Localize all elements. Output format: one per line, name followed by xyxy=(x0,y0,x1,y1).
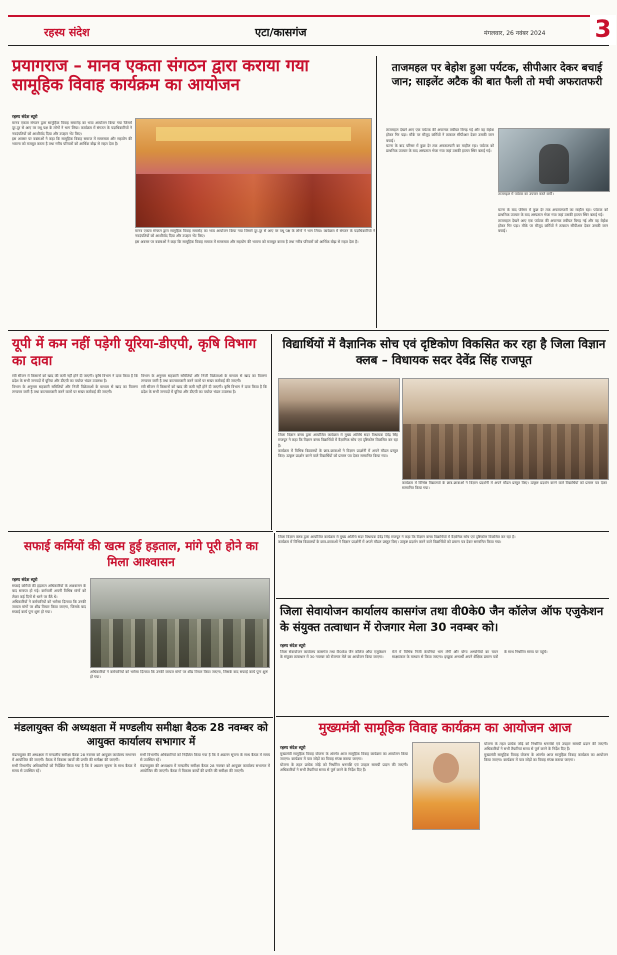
paragraph: सफाई कर्मियों की हड़ताल अधिकारियों के आश्वासन के बाद समाप्त हो गई। कर्मचारी अपनी विभिन्न मांगों को लेकर कई दिनों से धरने पर बैठे थे। xyxy=(12,584,86,599)
body-urea xyxy=(12,374,138,528)
headline-divisional-review: मंडलायुक्त की अध्यक्षता में मण्डलीय समीक्षा बैठक 28 नवम्बर को आयुक्त कार्यालय सभागार में xyxy=(14,722,268,748)
headline-mass-wedding: प्रयागराज – मानव एकता संगठन द्वारा कराया गया सामूहिक विवाह कार्यक्रम का आयोजन xyxy=(12,56,309,94)
headline-sanitation: सफाई कर्मियों की खत्म हुई हड़ताल, मांगे पूरी होने का मिला आश्वासन xyxy=(23,539,259,569)
column-rule xyxy=(271,334,272,530)
column-rule xyxy=(376,56,377,328)
headline-tourist: ताजमहल पर बेहोश हुआ पर्यटक, सीपीआर देकर बचाई जान; साइलेंट अटैक की बात फैली तो मची अफरातफरी xyxy=(391,62,603,88)
headline-cm-wedding: मुख्यमंत्री सामूहिक विवाह कार्यक्रम का आयोजन आज xyxy=(318,721,572,736)
byline-cm-wedding: रहस्य संदेश ब्यूरो xyxy=(280,745,306,750)
body-mass-wedding-cont xyxy=(135,229,375,327)
photo-chief-minister xyxy=(412,742,480,830)
horizontal-rule xyxy=(276,598,609,599)
paragraph: मानव एकता संगठन द्वारा सामूहिक विवाह समारोह का भव्य आयोजन किया गया जिसमें दूर-दूर से आए वर वधू पक्ष के लोगों ने भाग लिया। कार्यक्रम में संगठन के पदाधिकारियों ने नवदंपतियों को आशीर्वाद दिया और उपहार भेंट किए। xyxy=(12,121,132,136)
body-urea-cont xyxy=(141,374,267,528)
person-shape xyxy=(539,144,569,184)
body-tourist xyxy=(386,128,494,326)
paragraph: घटना के बाद परिसर में कुछ देर तक अफरातफरी का माहौल रहा। पर्यटक को प्राथमिक उपचार के बाद अस्पताल भेजा गया जहां उसकी हालत स्थिर बताई गई। xyxy=(498,208,608,218)
paragraph: ताजमहल देखने आए एक पर्यटक की अचानक तबीयत बिगड़ गई और वह बेहोश होकर गिर पड़ा। मौके पर मौजूद कर्मियों ने तत्काल सीपीआर देकर उसकी जान बचाई। xyxy=(498,218,608,234)
page-number: 3 xyxy=(590,15,616,45)
byline-sanitation: रहस्य संदेश ब्यूरो xyxy=(12,577,38,582)
paragraph: रबी सीजन में किसानों को खाद की कमी नहीं होने दी जाएगी। कृषि विभाग ने दावा किया है कि प्रदेश के सभी जनपदों में यूरिया और डीएपी का पर्याप्त भंडार उपलब्ध है। xyxy=(141,384,267,394)
paragraph: अधिकारियों ने कर्मचारियों को भरोसा दिलाया कि उनकी जायज मांगों पर शीघ्र विचार किया जाएगा, जिसके बाद सफाई कार्य पुनः शुरू हो गया। xyxy=(90,670,268,680)
caption-tourist: ताजमहल में पर्यटक का उपचार करते कर्मी। xyxy=(498,192,554,196)
headline-science-club: विद्यार्थियों में वैज्ञानिक सोच एवं दृष्टिकोण विकसित कर रहा है जिला विज्ञान क्लब – विधायक सदर देवेंद्र सिंह राजपूत xyxy=(282,337,606,367)
paragraph: जिला विज्ञान क्लब द्वारा आयोजित कार्यक्रम में मुख्य अतिथि सदर विधायक देवेंद्र सिंह राजपूत ने कहा कि विज्ञान क्लब विद्यार्थियों में वैज्ञानिक सोच एवं दृष्टिकोण विकसित कर रहा है। xyxy=(278,433,398,448)
body-science-club-bottom xyxy=(278,535,608,595)
body-tourist-cont xyxy=(498,208,608,326)
audience-rows xyxy=(403,424,608,479)
paper-name: रहस्य संदेश xyxy=(44,26,90,39)
body-job-fair xyxy=(280,650,610,714)
photo-sanitation xyxy=(90,578,270,668)
horizontal-rule xyxy=(276,716,609,717)
body-mass-wedding xyxy=(12,121,132,327)
paragraph: इस अवसर पर वक्ताओं ने कहा कि सामूहिक विवाह समाज में समरसता और सहयोग की भावना को मजबूत करता है तथा गरीब परिवारों को आर्थिक बोझ से राहत देता है। xyxy=(135,239,359,244)
masthead-bottom-rule xyxy=(8,45,609,46)
horizontal-rule xyxy=(8,531,273,532)
paragraph: मंडलायुक्त की अध्यक्षता में मण्डलीय समीक्षा बैठक 28 नवम्बर को आयुक्त कार्यालय सभागार में आयोजित की जाएगी। बैठक में विकास कार्यों की प्रगति की समीक्षा की जाएगी। xyxy=(140,763,270,773)
paragraph: योजना के तहत प्रत्येक जोड़े को निर्धारित धनराशि एवं उपहार सामग्री प्रदान की जाएगी। अधिकारियों ने सभी तैयारियां समय से पूर्ण करने के निर्देश दिए हैं। xyxy=(280,762,408,772)
column-rule xyxy=(274,533,275,951)
people-shape xyxy=(91,619,269,667)
body-divisional-review xyxy=(12,753,136,948)
horizontal-rule xyxy=(276,531,609,532)
photo-science-club-left xyxy=(278,378,400,432)
byline-mass-wedding: रहस्य संदेश ब्यूरो xyxy=(12,114,38,119)
photo-mass-wedding-stage xyxy=(135,118,372,228)
body-sanitation xyxy=(12,584,86,714)
paragraph: सभी विभागीय अधिकारियों को निर्देशित किया गया है कि वे अद्यतन सूचना के साथ बैठक में समय से उपस्थित रहें। xyxy=(140,753,270,763)
headline-urea: यूपी में कम नहीं पड़ेगी यूरिया-डीएपी, कृषि विभाग का दावा xyxy=(12,336,257,369)
body-science-club xyxy=(278,433,398,528)
paragraph: कार्यक्रम में विभिन्न विद्यालयों के छात्र-छात्राओं ने विज्ञान प्रदर्शनी में अपने मॉडल प्रस्तुत किए। उत्कृष्ट प्रदर्शन करने वाले विद्यार्थियों को प्रमाण पत्र देकर सम्मानित किया गया। xyxy=(278,448,398,459)
paragraph: मुख्यमंत्री सामूहिक विवाह योजना के अंतर्गत आज सामूहिक विवाह कार्यक्रम का आयोजन किया जाएगा। कार्यक्रम में पात्र जोड़ों का विवाह संपन्न कराया जाएगा। xyxy=(280,752,408,762)
paragraph: सभी विभागीय अधिकारियों को निर्देशित किया गया है कि वे अद्यतन सूचना के साथ बैठक में समय से उपस्थित रहें। xyxy=(12,763,136,773)
body-divisional-review-cont xyxy=(140,753,270,948)
paragraph: ताजमहल देखने आए एक पर्यटक की अचानक तबीयत बिगड़ गई और वह बेहोश होकर गिर पड़ा। मौके पर मौजूद कर्मियों ने तत्काल सीपीआर देकर उसकी जान बचाई। xyxy=(386,128,494,143)
portrait-head xyxy=(433,753,459,783)
paragraph: मेले में विभिन्न निजी कंपनियां भाग लेंगी और योग्य अभ्यर्थियों का चयन साक्षात्कार के माध्यम से किया जाएगा। इच्छुक अभ्यर्थी अपने शैक्षिक प्रमाण पत्रों के साथ निर्धारित समय पर पहुंचें। xyxy=(392,650,548,660)
body-cm-wedding xyxy=(280,752,408,948)
paragraph: अधिकारियों ने कर्मचारियों को भरोसा दिलाया कि उनकी जायज मांगों पर शीघ्र विचार किया जाएगा, जिसके बाद सफाई कार्य पुनः शुरू हो गया। xyxy=(12,599,86,615)
masthead-top-rule xyxy=(8,15,609,17)
masthead xyxy=(0,0,617,46)
paragraph: जिला सेवायोजन कार्यालय कासगंज तथा वी0के0 जैन कॉलेज ऑफ एजुकेशन के संयुक्त तत्वाधान में 30 नवम्बर को रोजगार मेले का आयोजन किया जाएगा। xyxy=(280,650,386,660)
paragraph: घटना के बाद परिसर में कुछ देर तक अफरातफरी का माहौल रहा। पर्यटक को प्राथमिक उपचार के बाद अस्पताल भेजा गया जहां उसकी हालत स्थिर बताई गई। xyxy=(386,143,494,154)
paragraph: इस अवसर पर वक्ताओं ने कहा कि सामूहिक विवाह समाज में समरसता और सहयोग की भावना को मजबूत करता है तथा गरीब परिवारों को आर्थिक बोझ से राहत देता है। xyxy=(12,136,132,147)
photo-tourist xyxy=(498,128,610,192)
paragraph: कार्यक्रम में विभिन्न विद्यालयों के छात्र-छात्राओं ने विज्ञान प्रदर्शनी में अपने मॉडल प्रस्तुत किए। उत्कृष्ट प्रदर्शन करने वाले विद्यार्थियों को प्रमाण पत्र देकर सम्मानित किया गया। xyxy=(402,481,607,491)
body-cm-wedding-cont xyxy=(484,742,608,948)
paragraph: विभाग के अनुसार सहकारी समितियों और निजी विक्रेताओं के माध्यम से खाद का वितरण लगातार जारी है तथा कालाबाजारी करने वालों पर सख्त कार्रवाई की जाएगी। xyxy=(12,384,138,394)
paragraph: मंडलायुक्त की अध्यक्षता में मण्डलीय समीक्षा बैठक 28 नवम्बर को आयुक्त कार्यालय सभागार में आयोजित की जाएगी। बैठक में विकास कार्यों की प्रगति की समीक्षा की जाएगी। xyxy=(12,753,136,763)
body-sanitation-cont xyxy=(90,670,268,714)
issue-date: मंगलवार, 26 नवंबर 2024 xyxy=(484,30,546,37)
horizontal-rule xyxy=(8,717,273,718)
byline-job-fair: रहस्य संदेश ब्यूरो xyxy=(280,643,306,648)
headline-job-fair: जिला सेवायोजन कार्यालय कासगंज तथा वी0के0 जैन कॉलेज ऑफ एजुकेशन के संयुक्त तत्वाधान में रोजगार मेला 30 नवम्बर को। xyxy=(280,604,604,634)
paragraph: योजना के तहत प्रत्येक जोड़े को निर्धारित धनराशि एवं उपहार सामग्री प्रदान की जाएगी। अधिकारियों ने सभी तैयारियां समय से पूर्ण करने के निर्देश दिए हैं। xyxy=(484,742,608,752)
paragraph: विभाग के अनुसार सहकारी समितियों और निजी विक्रेताओं के माध्यम से खाद का वितरण लगातार जारी है तथा कालाबाजारी करने वालों पर सख्त कार्रवाई की जाएगी। xyxy=(141,374,267,384)
horizontal-rule xyxy=(8,330,609,331)
paragraph: मानव एकता संगठन द्वारा सामूहिक विवाह समारोह का भव्य आयोजन किया गया जिसमें दूर-दूर से आए वर वधू पक्ष के लोगों ने भाग लिया। कार्यक्रम में संगठन के पदाधिकारियों ने नवदंपतियों को आशीर्वाद दिया और उपहार भेंट किए। xyxy=(135,229,375,239)
paragraph: मुख्यमंत्री सामूहिक विवाह योजना के अंतर्गत आज सामूहिक विवाह कार्यक्रम का आयोजन किया जाएगा। कार्यक्रम में पात्र जोड़ों का विवाह संपन्न कराया जाएगा। xyxy=(484,752,608,762)
paragraph: जिला विज्ञान क्लब द्वारा आयोजित कार्यक्रम में मुख्य अतिथि सदर विधायक देवेंद्र सिंह राजपूत ने कहा कि विज्ञान क्लब विद्यार्थियों में वैज्ञानिक सोच एवं दृष्टिकोण विकसित कर रहा है। xyxy=(278,535,516,539)
paragraph: कार्यक्रम में विभिन्न विद्यालयों के छात्र-छात्राओं ने विज्ञान प्रदर्शनी में अपने मॉडल प्रस्तुत किए। उत्कृष्ट प्रदर्शन करने वाले विद्यार्थियों को प्रमाण पत्र देकर सम्मानित किया गया। xyxy=(278,540,502,545)
section-label: एटा/कासगंज xyxy=(255,26,307,39)
paragraph: रबी सीजन में किसानों को खाद की कमी नहीं होने दी जाएगी। कृषि विभाग ने दावा किया है कि प्रदेश के सभी जनपदों में यूरिया और डीएपी का पर्याप्त भंडार उपलब्ध है। xyxy=(12,374,138,384)
photo-science-club-main xyxy=(402,378,609,480)
body-science-club-cont xyxy=(402,481,607,528)
crowd-shape xyxy=(136,174,371,227)
stage-banner xyxy=(156,127,351,141)
